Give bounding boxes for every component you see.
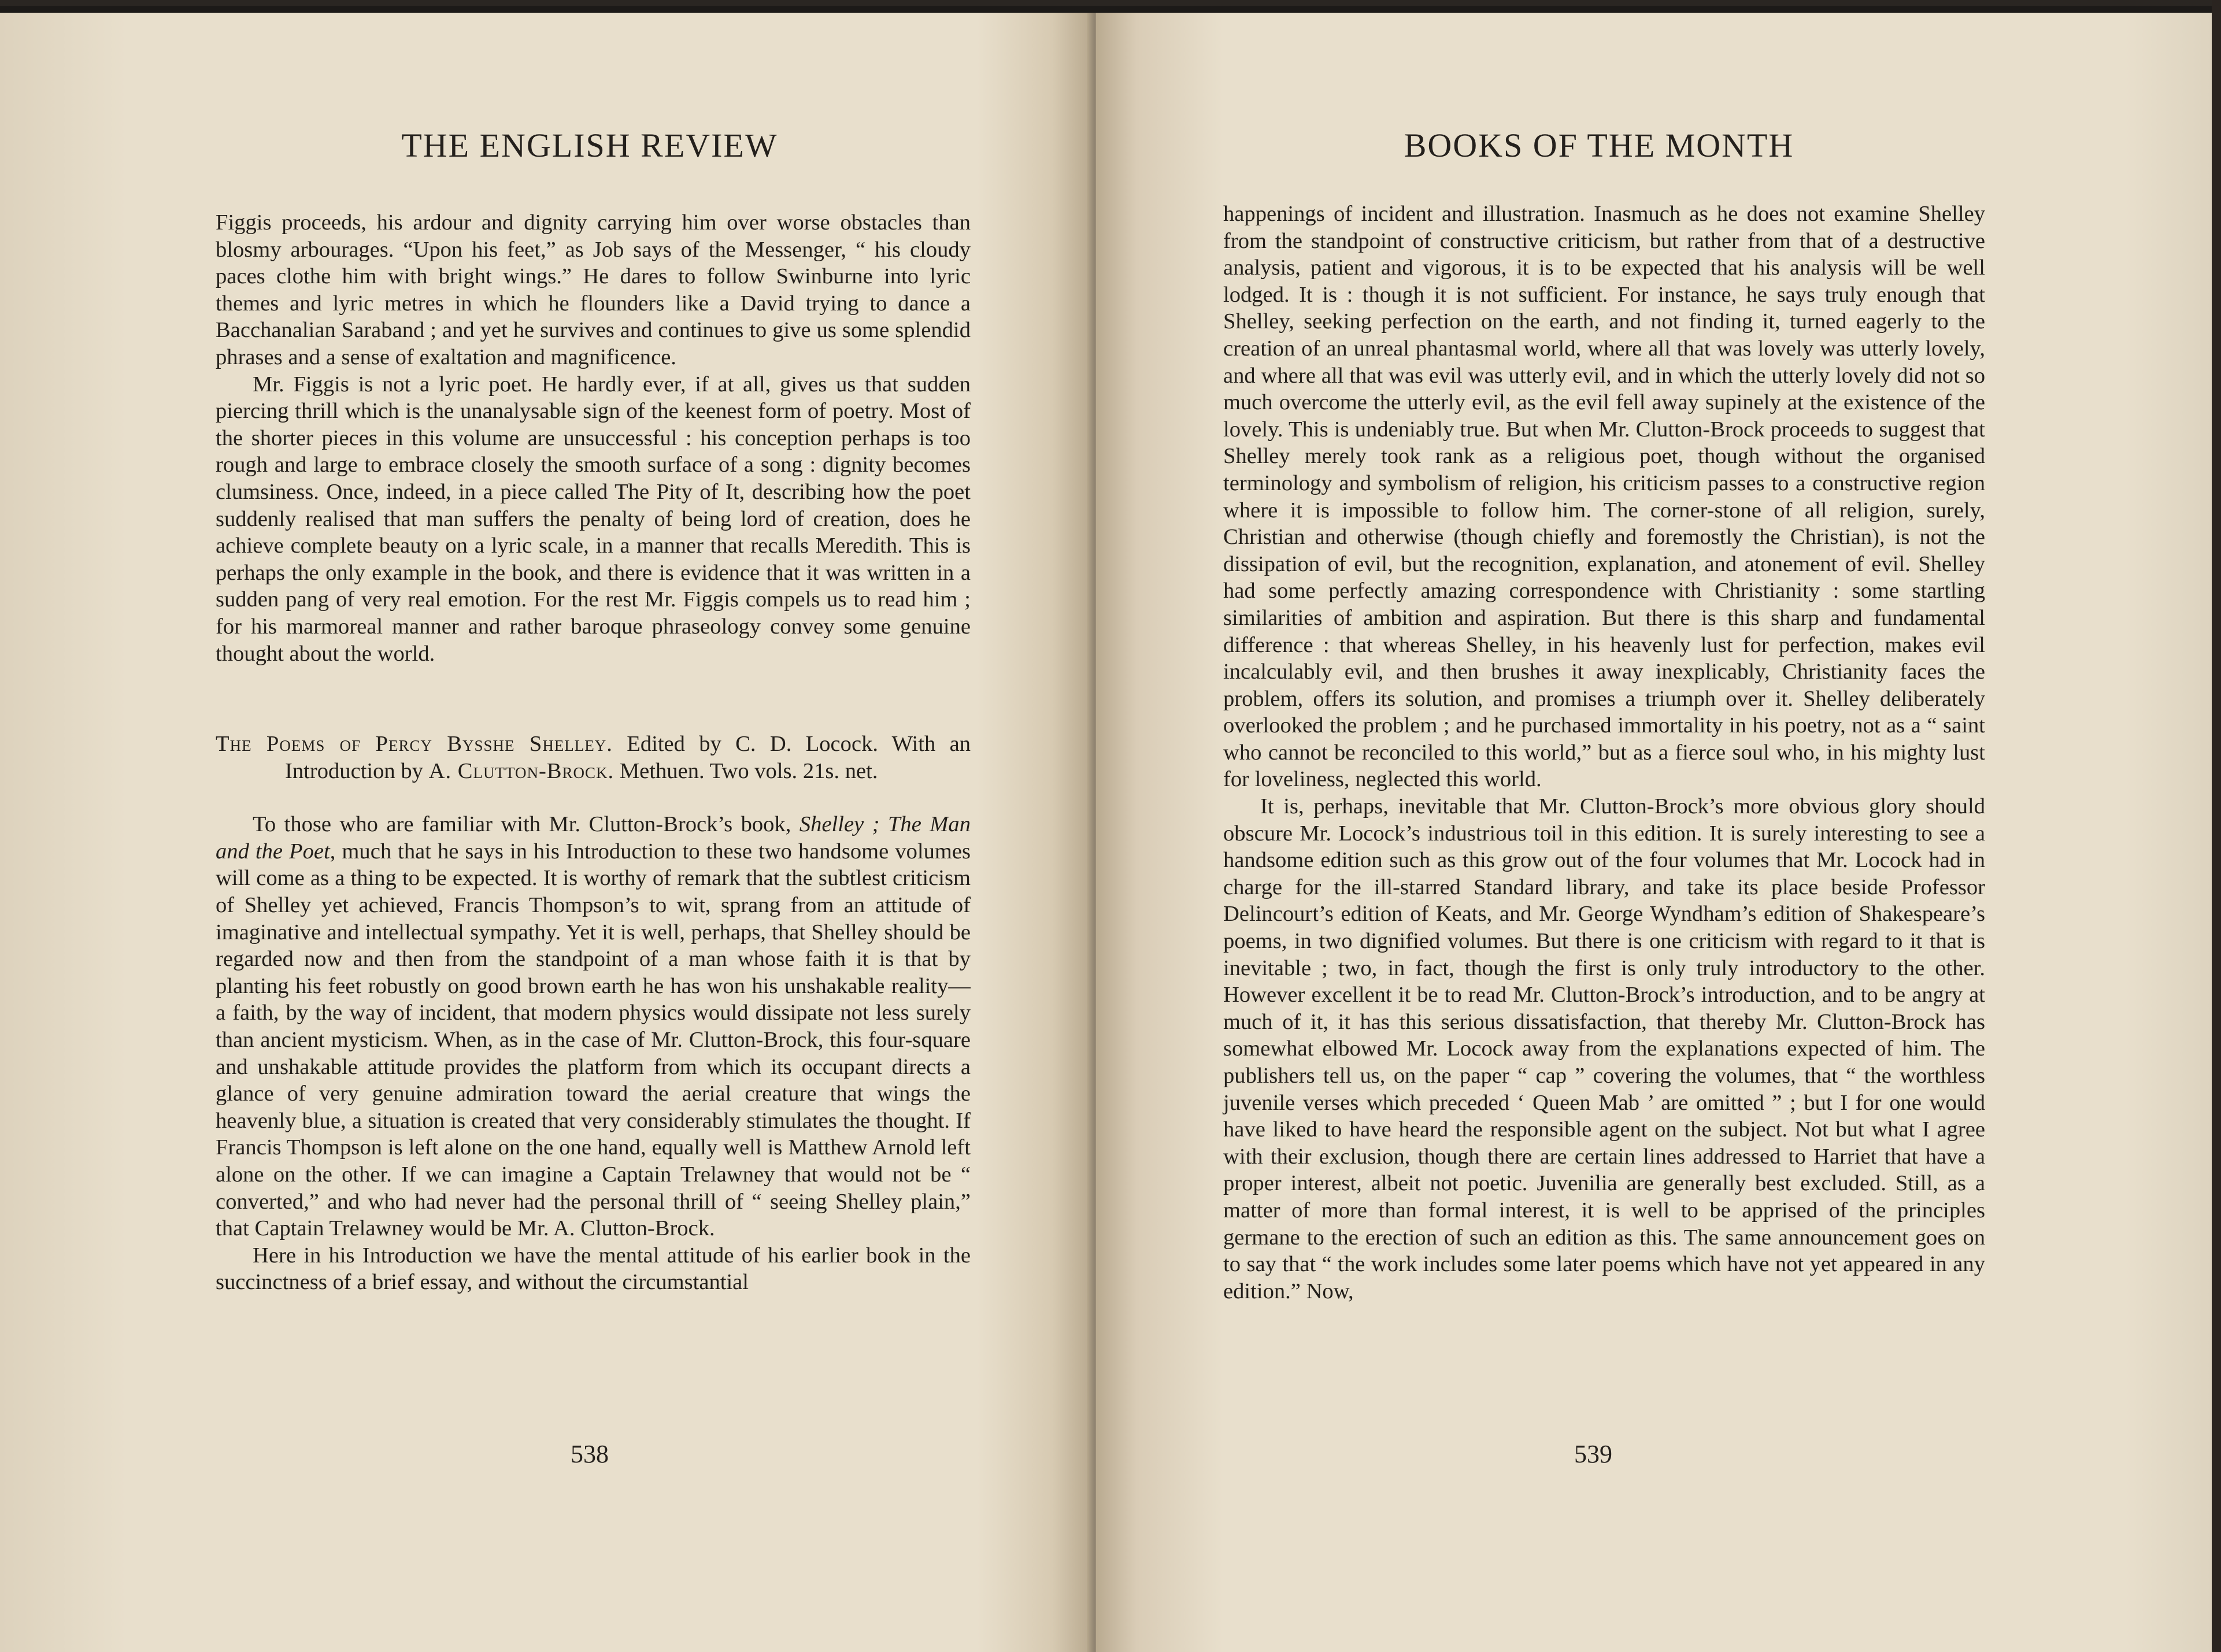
review-editor: Edited by C. D. Locock. With an Introduction by <box>285 732 971 783</box>
paragraph: Figgis proceeds, his ardour and dignity carrying him over worse obstacles than blosmy arbourages. “Upon his feet,” as Job says of the Messenger, “ his cloudy paces clothe him with bright wings.” He dares to follow Swinburne into lyric themes and lyric metres in which he flounders like a David trying to dance a Bacchanalian Saraband ; and yet he survives and continues to give us some splendid phrases and a sense of exaltation and magnificence. <box>216 210 971 369</box>
left-page <box>0 13 1093 1652</box>
paragraph-text: To those who are familiar with Mr. Clutton-Brock’s book, <box>253 812 791 837</box>
left-page-body <box>216 209 971 1296</box>
paragraph <box>216 811 971 1242</box>
paragraph: It is, perhaps, inevitable that Mr. Clutton-Brock’s more obvious glory should obscure Mr. Locock’s industrious toil in this edition. It is surely interesting to see a handsome edition such as this grow out of the four volumes that Mr. Locock had in charge for the ill-starred Standard library, and take its place beside Professor Delincourt’s edition of Keats, and Mr. George Wyndham’s edition of Shakespeare’s poems, in two dignified volumes. But there is one criticism with regard to it that is inevitable ; two, in fact, though the first is only truly introductory to the other. However excellent it be to read Mr. Clutton-Brock’s introduction, and to be angry at much of it, it has this serious dissatisfaction, that thereby Mr. Clutton-Brock has somewhat elbowed Mr. Locock away from the explanations expected of him. The publishers tell us, on the paper “ cap ” covering the volumes, that “ the worthless juvenile verses which preceded ‘ Queen Mab ’ are omitted ” ; but I for one would have liked to have heard the responsible agent on the subject. Not but what I agree with their exclusion, though there are certain lines addressed to Harriet that have a proper interest, albeit not poetic. Juvenilia are generally best excluded. Still, as a matter of more than formal interest, it is well to be apprised of the principles germane to the erection of such an edition as this. The same announcement goes on to say that “ the work includes some later poems which have not yet appeared in any edition.” Now, <box>1223 794 1985 1303</box>
running-head-right: BOOKS OF THE MONTH <box>1404 127 1794 164</box>
paragraph: Mr. Figgis is not a lyric poet. He hardly ever, if at all, gives us that sudden piercing thrill which is the unanalysable sign of the keenest form of poetry. Most of the shorter pieces in this volume are unsuccessful : his conception perhaps is too rough and large to embrace closely the smooth surface of a song : dignity becomes clumsiness. Once, indeed, in a piece called The Pity of It, describing how the poet suddenly realised that man suffers the penalty of being lord of creation, does he achieve complete beauty on a lyric scale, in a manner that recalls Meredith. This is perhaps the only example in the book, and there is evidence that it was written in a sudden pang of very real emotion. For the rest Mr. Figgis compels us to read him ; for his marmoreal manner and rather baroque phraseology convey some genuine thought about the world. <box>216 372 971 666</box>
review-title: The Poems of Percy Bysshe Shelley. <box>216 732 613 757</box>
review-publisher: Methuen. Two vols. 21s. net. <box>619 758 878 783</box>
page-number-right: 539 <box>1574 1440 1612 1468</box>
paragraph: happenings of incident and illustration. Inasmuch as he does not examine Shelley from the standpoint of constructive criticism, but rather from that of a destructive analysis, patient and vigorous, it is to be expected that his analysis will be well lodged. It is : though it is not sufficient. For instance, he says truly enough that Shelley, seeking perfection on the earth, and not finding it, turned eagerly to the creation of an unreal phantasmal world, where all that was lovely was utterly lovely, and where all that was evil was utterly evil, and in which the utterly lovely did not so much overcome the utterly evil, as the evil fell away supinely at the existence of the lovely. This is undeniably true. But when Mr. Clutton-Brock proceeds to suggest that Shelley merely took rank as a religious poet, though without the organised terminology and symbolism of religion, his criticism passes to a constructive region where it is impossible to follow him. The corner-stone of all religion, surely, Christian and otherwise (though chiefly and foremostly the Christian), is not the dissipation of evil, but the recognition, explanation, and atonement of evil. Shelley had some perfectly amazing correspondence with Christianity : some startling similarities of ambition and aspiration. But there is this sharp and fundamental difference : that whereas Shelley, in his heavenly lust for perfection, makes evil incalculably evil, and then brushes it away inexplicably, Christianity faces the problem, offers its solution, and promises a triumph over it. Shelley deliberately overlooked the problem ; and he purchased immortality in his poetry, not as a “ saint who cannot be reconciled to this world,” but as a fierce soul who, in his mighty lust for loveliness, neglected this world. <box>1223 202 1985 792</box>
running-head-left: THE ENGLISH REVIEW <box>401 127 778 164</box>
paragraph-text: , much that he says in his Introduction to these two handsome volumes will come as a thing to be expected. It is worthy of remark that the subtlest criticism of Shelley yet achieved, Francis Thompson’s to wit, sprang from an attitude of imaginative and intellectual sympathy. Yet it is well, perhaps, that Shelley should be regarded now and then from the standpoint of a man whose faith it is that by planting his feet robustly on good brown earth he has won his unshakable reality— a faith, by the way of incident, that modern physics would dissipate not less surely than ancient mysticism. When, as in the case of Mr. Clutton-Brock, this four-square and unshakable attitude provides the platform from which its occupant directs a glance of very genuine admiration toward the aerial creature that wings the heavenly blue, a situation is created that very considerably stimulates the thought. If Francis Thompson is left alone on the one hand, equally well is Matthew Arnold left alone on the other. If we can imagine a Captain Trelawney that would not be “ converted,” and who had never had the personal thrill of “ seeing Shelley plain,” that Captain Trelawney would be Mr. A. Clutton-Brock. <box>216 839 971 1241</box>
book-title: Shelley ; The Man and the Poet <box>216 812 971 864</box>
review-heading <box>216 731 971 784</box>
book-edge <box>2212 0 2221 1652</box>
right-page <box>1096 13 2212 1652</box>
page-number-left: 538 <box>571 1440 609 1468</box>
paragraph: Here in his Introduction we have the mental attitude of his earlier book in the succinctness of a brief essay, and without the circumstantial <box>216 1243 971 1295</box>
review-introducer: A. Clutton-Brock. <box>428 758 615 783</box>
right-page-body <box>1223 201 1985 1305</box>
